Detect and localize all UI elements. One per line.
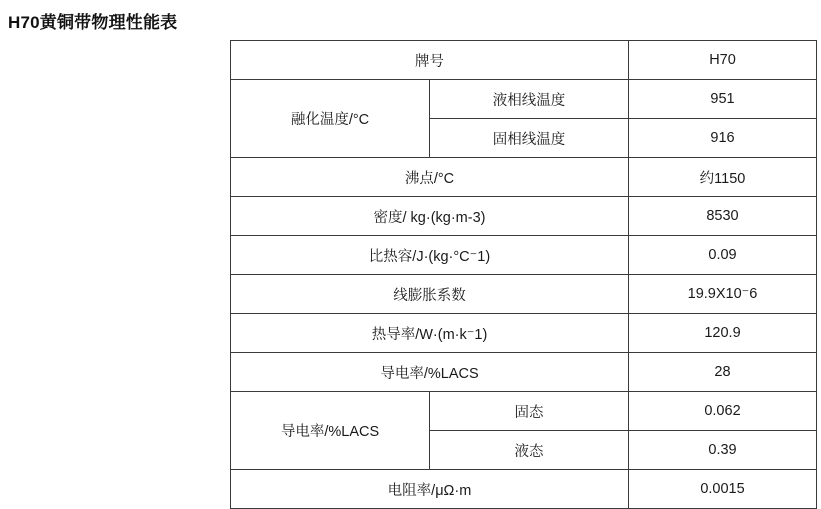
table-row <box>231 470 817 509</box>
row-value: 0.39 <box>629 431 817 470</box>
table-body <box>231 41 817 509</box>
properties-table-container <box>230 40 790 509</box>
row-value: 19.9X10⁻6 <box>629 275 817 314</box>
table-row <box>231 353 817 392</box>
row-value: 0.062 <box>629 392 817 431</box>
row-label: 融化温度/°C <box>231 80 430 158</box>
table-row <box>231 236 817 275</box>
table-row <box>231 197 817 236</box>
row-value: 951 <box>629 80 817 119</box>
properties-table <box>230 40 817 509</box>
row-value: 约1150 <box>629 158 817 197</box>
row-sub-label: 固相线温度 <box>430 119 629 158</box>
row-value: 28 <box>629 353 817 392</box>
table-row <box>231 275 817 314</box>
row-value: 0.0015 <box>629 470 817 509</box>
table-row <box>231 158 817 197</box>
row-value: 916 <box>629 119 817 158</box>
row-sub-label: 固态 <box>430 392 629 431</box>
row-sub-label: 液态 <box>430 431 629 470</box>
table-row <box>231 80 817 119</box>
table-row <box>231 392 817 431</box>
table-row <box>231 314 817 353</box>
row-label: 线膨胀系数 <box>231 275 629 314</box>
row-label: 比热容/J·(kg·°C⁻1) <box>231 236 629 275</box>
table-row <box>231 41 817 80</box>
page-title: H70黄铜带物理性能表 <box>8 13 178 32</box>
row-value: 8530 <box>629 197 817 236</box>
row-label: 牌号 <box>231 41 629 80</box>
row-label: 密度/ kg·(kg·m-3) <box>231 197 629 236</box>
row-label: 导电率/%LACS <box>231 353 629 392</box>
row-value: 120.9 <box>629 314 817 353</box>
row-label: 沸点/°C <box>231 158 629 197</box>
row-label: 导电率/%LACS <box>231 392 430 470</box>
row-value: 0.09 <box>629 236 817 275</box>
row-label: 热导率/W·(m·k⁻1) <box>231 314 629 353</box>
row-value: H70 <box>629 41 817 80</box>
row-sub-label: 液相线温度 <box>430 80 629 119</box>
row-label: 电阻率/μΩ·m <box>231 470 629 509</box>
